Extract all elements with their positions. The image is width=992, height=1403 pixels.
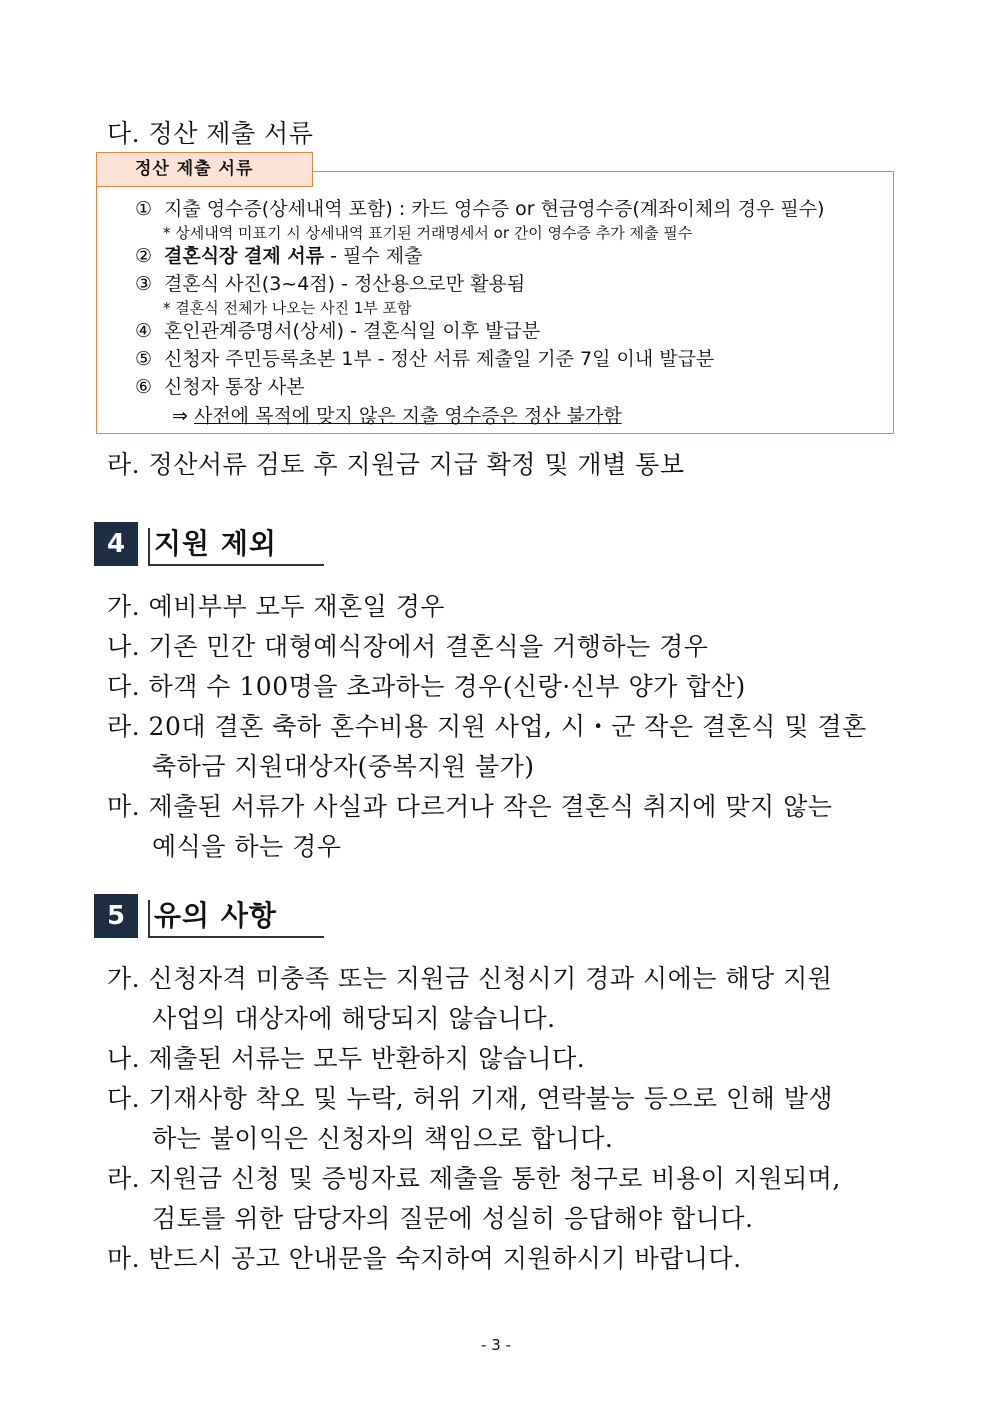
section-5-title: 유의 사항: [154, 899, 277, 932]
section-notification: 라. 정산서류 검토 후 지원금 지급 확정 및 개별 통보: [107, 450, 685, 479]
box-note-1: * 상세내역 미표기 시 상세내역 표기된 거래명세서 or 간이 영수증 추가 제출 필수: [163, 224, 693, 242]
exclusion-item-cont: 예식을 하는 경우: [152, 832, 342, 861]
notice-item: 가. 신청자격 미충족 또는 지원금 신청시기 경과 시에는 해당 지원: [107, 964, 833, 993]
section-4-number: 4: [94, 522, 138, 566]
box-item-1: ① 지출 영수증(상세내역 포함) : 카드 영수증 or 현금영수증(계좌이체의 경우 필수): [135, 198, 825, 220]
section-4-title: 지원 제외: [154, 527, 277, 560]
box-note-2: * 결혼식 전체가 나오는 사진 1부 포함: [163, 299, 412, 317]
exclusion-item-cont: 축하금 지원대상자(중복지원 불가): [152, 752, 535, 781]
notice-item: 마. 반드시 공고 안내문을 숙지하여 지원하시기 바랍니다.: [107, 1244, 742, 1273]
exclusion-item: 라. 20대 결혼 축하 혼수비용 지원 사업, 시・군 작은 결혼식 및 결혼: [107, 712, 867, 741]
section-underline: [148, 936, 324, 938]
box-item-2: ② 결혼식장 결제 서류 - 필수 제출: [135, 245, 423, 267]
box-item-6: ⑥ 신청자 통장 사본: [135, 376, 305, 398]
section-divider: [148, 528, 150, 566]
box-title: 정산 제출 서류: [96, 152, 313, 187]
section-divider: [148, 900, 150, 938]
exclusion-item: 마. 제출된 서류가 사실과 다르거나 작은 결혼식 취지에 맞지 않는: [107, 792, 833, 821]
notice-item: 다. 기재사항 착오 및 누락, 허위 기재, 연락불능 등으로 인해 발생: [107, 1084, 834, 1113]
section-5-number: 5: [94, 894, 138, 938]
notice-item-cont: 사업의 대상자에 해당되지 않습니다.: [152, 1004, 556, 1033]
notice-item-cont: 하는 불이익은 신청자의 책임으로 합니다.: [152, 1124, 614, 1153]
arrow-icon: ⇒: [172, 405, 188, 427]
section-4-header: [94, 522, 324, 566]
notice-item: 나. 제출된 서류는 모두 반환하지 않습니다.: [107, 1044, 586, 1073]
exclusion-item: 나. 기존 민간 대형예식장에서 결혼식을 거행하는 경우: [107, 632, 709, 661]
page-number: - 3 -: [481, 1336, 511, 1354]
section-heading-settlement: 다. 정산 제출 서류: [107, 119, 314, 148]
exclusion-item: 가. 예비부부 모두 재혼일 경우: [107, 592, 446, 621]
box-item-3: ③ 결혼식 사진(3~4점) - 정산용으로만 활용됨: [135, 273, 526, 295]
box-item-4: ④ 혼인관계증명서(상세) - 결혼식일 이후 발급분: [135, 320, 541, 342]
exclusion-item: 다. 하객 수 100명을 초과하는 경우(신랑·신부 양가 합산): [107, 672, 746, 701]
box-warning: ⇒ 사전에 목적에 맞지 않은 지출 영수증은 정산 불가함: [172, 405, 622, 427]
notice-item-cont: 검토를 위한 담당자의 질문에 성실히 응답해야 합니다.: [152, 1204, 754, 1233]
section-underline: [148, 564, 324, 566]
section-5-header: [94, 894, 324, 938]
box-item-5: ⑤ 신청자 주민등록초본 1부 - 정산 서류 제출일 기준 7일 이내 발급분: [135, 348, 715, 370]
notice-item: 라. 지원금 신청 및 증빙자료 제출을 통한 청구로 비용이 지원되며,: [107, 1164, 841, 1193]
